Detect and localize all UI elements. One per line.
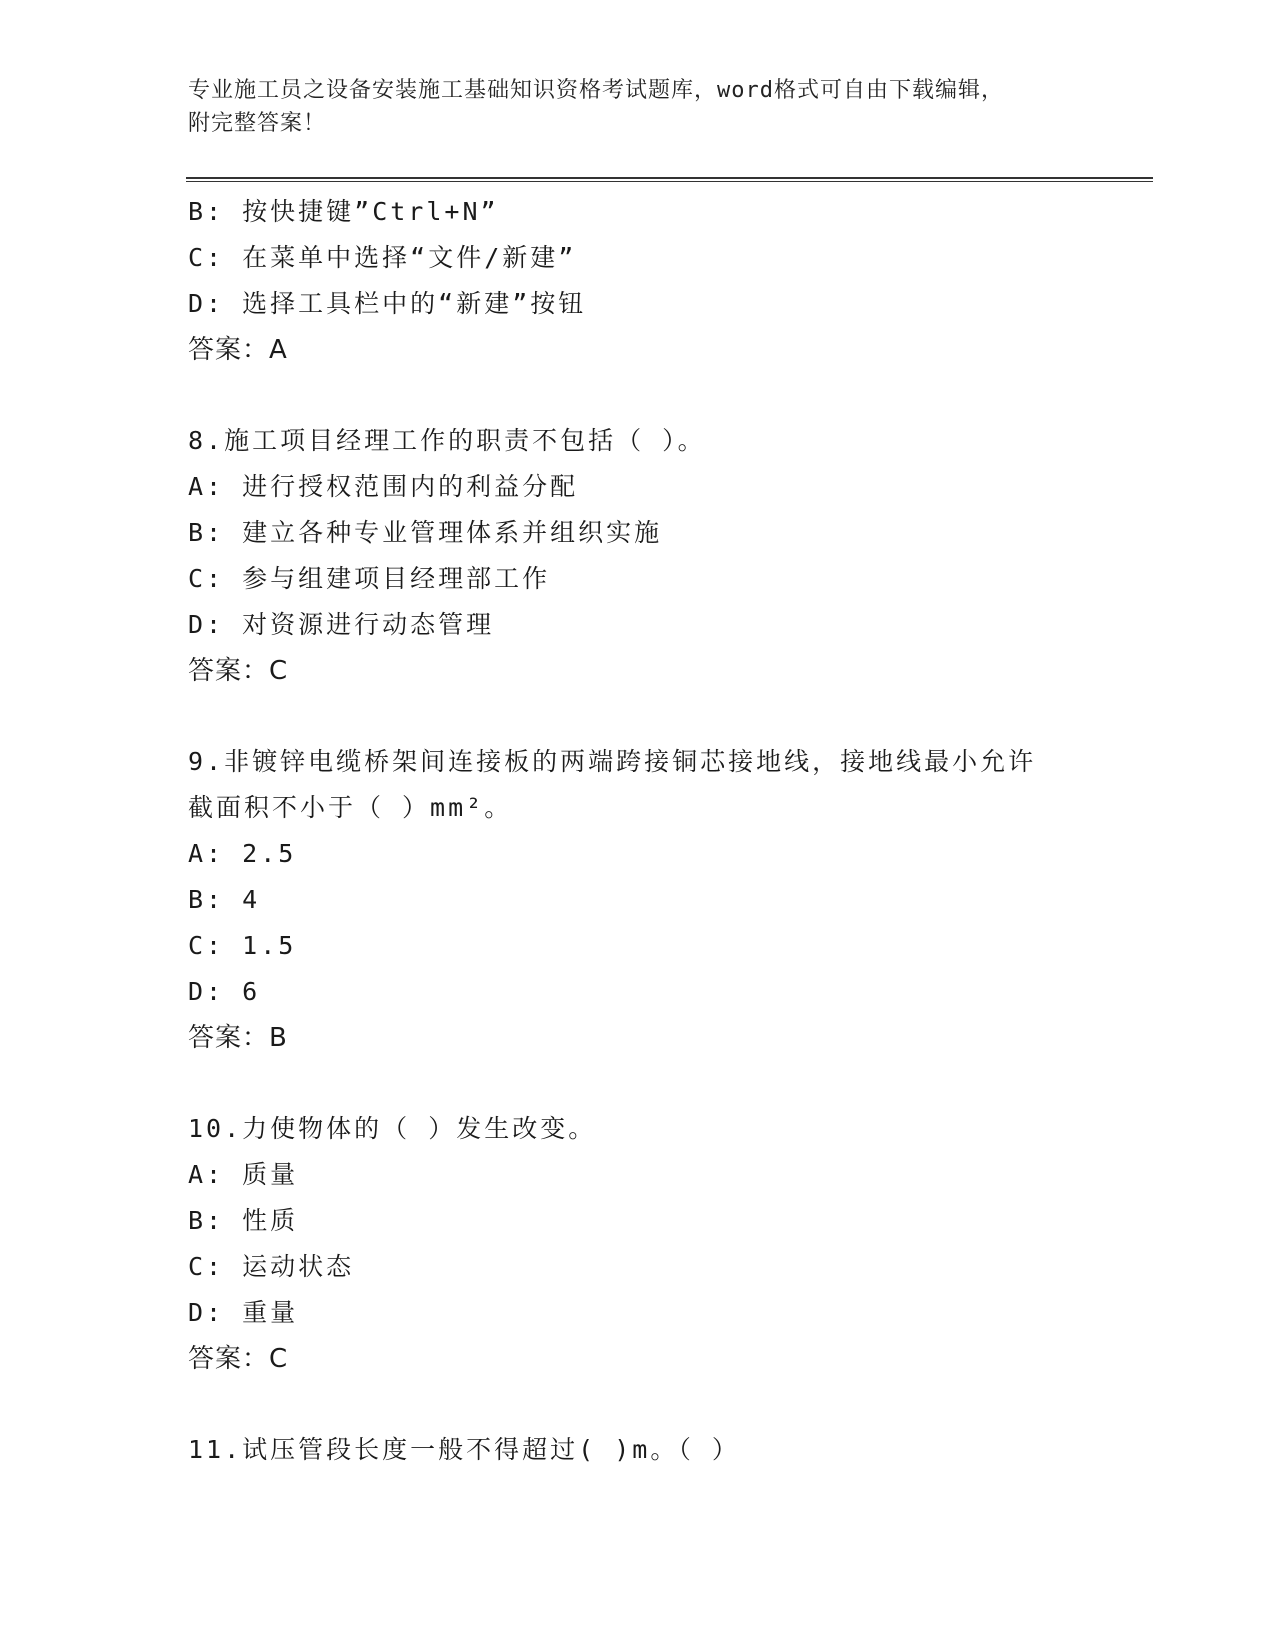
- header-line-2: 附完整答案！: [188, 111, 327, 136]
- option-b: B: 4: [188, 885, 261, 914]
- answer-line: 答案：A: [188, 335, 288, 365]
- spacer: [188, 373, 1088, 418]
- option-c: C: 参与组建项目经理部工作: [188, 564, 551, 593]
- option-d: D: 6: [188, 977, 261, 1006]
- answer-line: 答案：C: [188, 656, 289, 686]
- question-block-10: [188, 1106, 1088, 1382]
- option-b: B: 性质: [188, 1206, 299, 1235]
- rule-thick: [186, 177, 1153, 179]
- question-block-11: [188, 1427, 1088, 1473]
- spacer: [188, 694, 1088, 739]
- option-c: C: 1.5: [188, 931, 297, 960]
- option-d: D: 对资源进行动态管理: [188, 610, 495, 639]
- answer-line: 答案：B: [188, 1023, 288, 1053]
- question-text: 11.试压管段长度一般不得超过( )m。（ ）: [188, 1435, 740, 1464]
- question-list: [188, 189, 1088, 1473]
- option-d: D: 选择工具栏中的“新建”按钮: [188, 289, 587, 318]
- option-d: D: 重量: [188, 1298, 299, 1327]
- question-text: 10.力使物体的（ ）发生改变。: [188, 1114, 597, 1143]
- answer-line: 答案：C: [188, 1344, 289, 1374]
- header-line-1: 专业施工员之设备安装施工基础知识资格考试题库，word格式可自由下载编辑，: [188, 78, 1004, 103]
- question-text-continued: 截面积不小于（ ）mm²。: [188, 793, 513, 822]
- rule-thin: [186, 181, 1153, 182]
- question-block-8: [188, 418, 1088, 694]
- option-b: B: 建立各种专业管理体系并组织实施: [188, 518, 663, 547]
- option-c: C: 运动状态: [188, 1252, 355, 1281]
- option-c: C: 在菜单中选择“文件/新建”: [188, 243, 577, 272]
- option-a: A: 进行授权范围内的利益分配: [188, 472, 579, 501]
- option-a: A: 2.5: [188, 839, 297, 868]
- question-block-9: [188, 739, 1088, 1061]
- document-header: [188, 74, 1068, 140]
- option-a: A: 质量: [188, 1160, 299, 1189]
- header-double-rule: [186, 177, 1153, 183]
- option-b: B: 按快捷键”Ctrl+N”: [188, 197, 499, 226]
- spacer: [188, 1382, 1088, 1427]
- spacer: [188, 1061, 1088, 1106]
- question-text: 8.施工项目经理工作的职责不包括（ ）。: [188, 426, 706, 455]
- question-block-7: [188, 189, 1088, 373]
- question-text: 9.非镀锌电缆桥架间连接板的两端跨接铜芯接地线，接地线最小允许: [188, 747, 1037, 776]
